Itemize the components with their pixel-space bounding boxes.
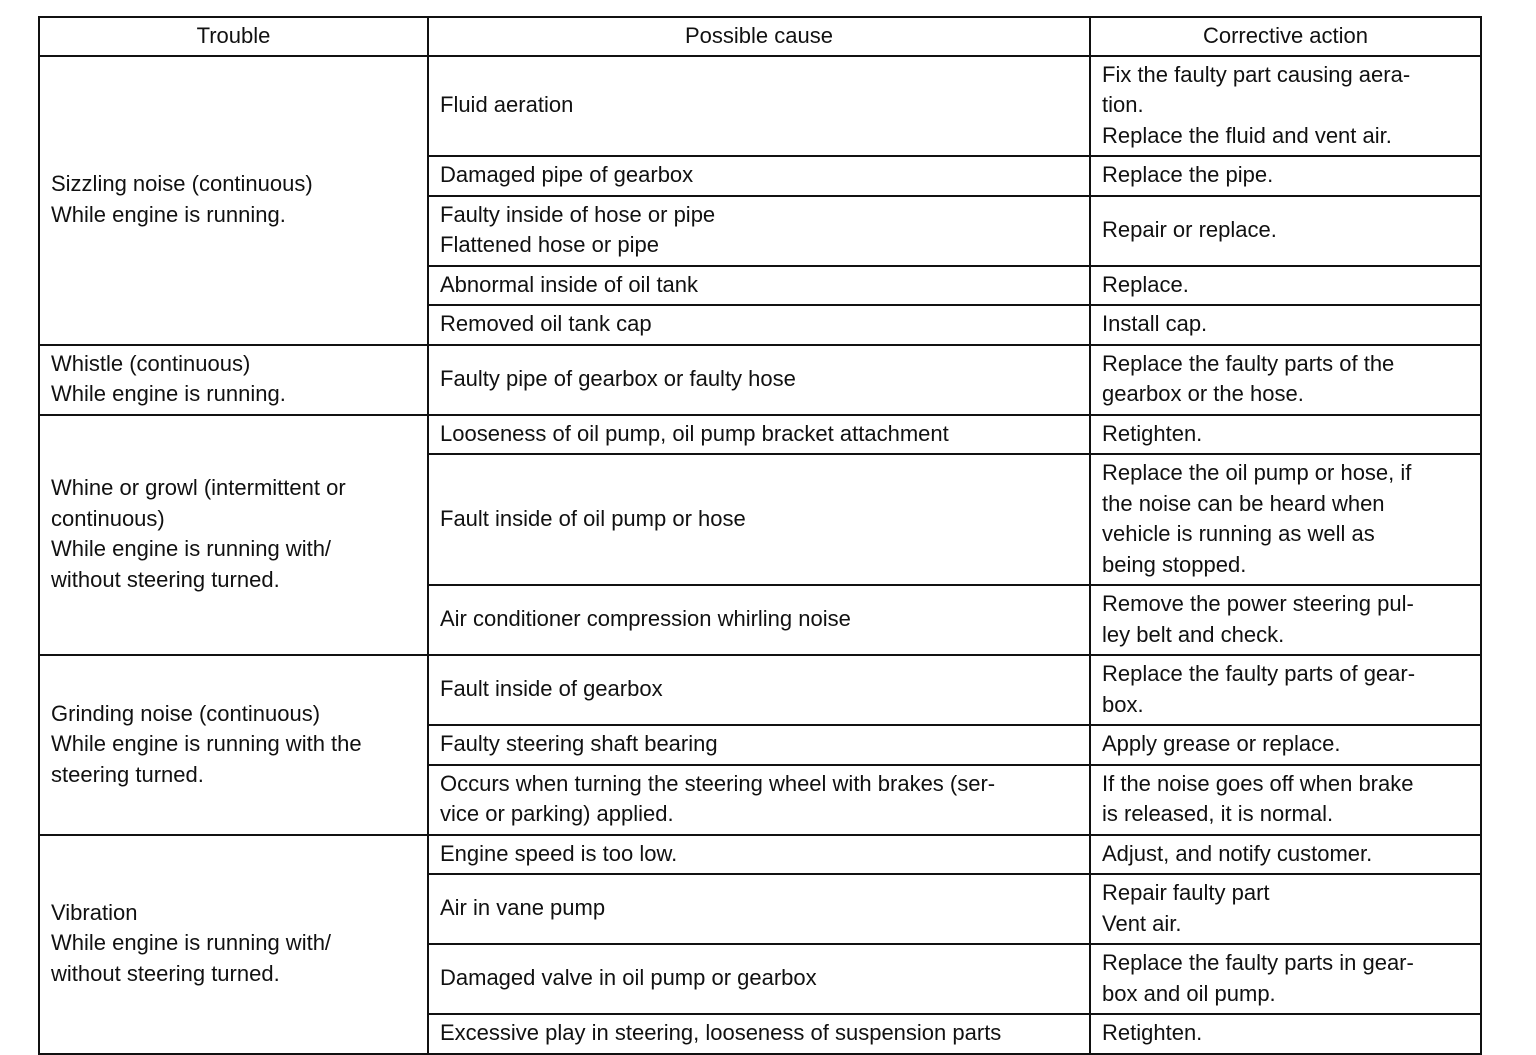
troubleshooting-table bbox=[38, 16, 1482, 1055]
corrective-action-cell: Install cap. bbox=[1090, 305, 1481, 345]
table-body bbox=[39, 56, 1481, 1054]
possible-cause-cell: Air conditioner compression whirling noise bbox=[428, 585, 1090, 655]
possible-cause-cell: Faulty steering shaft bearing bbox=[428, 725, 1090, 765]
corrective-action-cell: Replace the pipe. bbox=[1090, 156, 1481, 196]
corrective-action-cell: Replace. bbox=[1090, 266, 1481, 306]
trouble-cell: Sizzling noise (continuous) While engine is running. bbox=[39, 56, 428, 345]
trouble-cell: Whine or growl (intermittent or continuous) While engine is running with/ without steering turned. bbox=[39, 415, 428, 656]
troubleshooting-table-container bbox=[38, 16, 1480, 1055]
corrective-action-cell: Replace the faulty parts of the gearbox or the hose. bbox=[1090, 345, 1481, 415]
table-row bbox=[39, 56, 1481, 157]
trouble-cell: Vibration While engine is running with/ without steering turned. bbox=[39, 835, 428, 1054]
corrective-action-cell: Replace the faulty parts of gear- box. bbox=[1090, 655, 1481, 725]
header-trouble: Trouble bbox=[39, 17, 428, 56]
possible-cause-cell: Engine speed is too low. bbox=[428, 835, 1090, 875]
possible-cause-cell: Occurs when turning the steering wheel with brakes (ser- vice or parking) applied. bbox=[428, 765, 1090, 835]
possible-cause-cell: Abnormal inside of oil tank bbox=[428, 266, 1090, 306]
table-row bbox=[39, 345, 1481, 415]
corrective-action-cell: Retighten. bbox=[1090, 1014, 1481, 1054]
possible-cause-cell: Faulty pipe of gearbox or faulty hose bbox=[428, 345, 1090, 415]
corrective-action-cell: Replace the oil pump or hose, if the noise can be heard when vehicle is running as well as being stopped. bbox=[1090, 454, 1481, 585]
possible-cause-cell: Faulty inside of hose or pipe Flattened hose or pipe bbox=[428, 196, 1090, 266]
possible-cause-cell: Looseness of oil pump, oil pump bracket attachment bbox=[428, 415, 1090, 455]
possible-cause-cell: Fluid aeration bbox=[428, 56, 1090, 157]
possible-cause-cell: Excessive play in steering, looseness of suspension parts bbox=[428, 1014, 1090, 1054]
corrective-action-cell: Remove the power steering pul- ley belt and check. bbox=[1090, 585, 1481, 655]
corrective-action-cell: Replace the faulty parts in gear- box and oil pump. bbox=[1090, 944, 1481, 1014]
possible-cause-cell: Fault inside of oil pump or hose bbox=[428, 454, 1090, 585]
trouble-cell: Grinding noise (continuous) While engine is running with the steering turned. bbox=[39, 655, 428, 835]
possible-cause-cell: Removed oil tank cap bbox=[428, 305, 1090, 345]
corrective-action-cell: Retighten. bbox=[1090, 415, 1481, 455]
table-header-row bbox=[39, 17, 1481, 56]
corrective-action-cell: Fix the faulty part causing aera- tion. Replace the fluid and vent air. bbox=[1090, 56, 1481, 157]
corrective-action-cell: Apply grease or replace. bbox=[1090, 725, 1481, 765]
table-row bbox=[39, 415, 1481, 455]
corrective-action-cell: If the noise goes off when brake is released, it is normal. bbox=[1090, 765, 1481, 835]
corrective-action-cell: Adjust, and notify customer. bbox=[1090, 835, 1481, 875]
corrective-action-cell: Repair faulty part Vent air. bbox=[1090, 874, 1481, 944]
possible-cause-cell: Air in vane pump bbox=[428, 874, 1090, 944]
trouble-cell: Whistle (continuous) While engine is running. bbox=[39, 345, 428, 415]
possible-cause-cell: Damaged valve in oil pump or gearbox bbox=[428, 944, 1090, 1014]
table-row bbox=[39, 655, 1481, 725]
possible-cause-cell: Fault inside of gearbox bbox=[428, 655, 1090, 725]
possible-cause-cell: Damaged pipe of gearbox bbox=[428, 156, 1090, 196]
header-corrective-action: Corrective action bbox=[1090, 17, 1481, 56]
header-possible-cause: Possible cause bbox=[428, 17, 1090, 56]
table-row bbox=[39, 835, 1481, 875]
corrective-action-cell: Repair or replace. bbox=[1090, 196, 1481, 266]
